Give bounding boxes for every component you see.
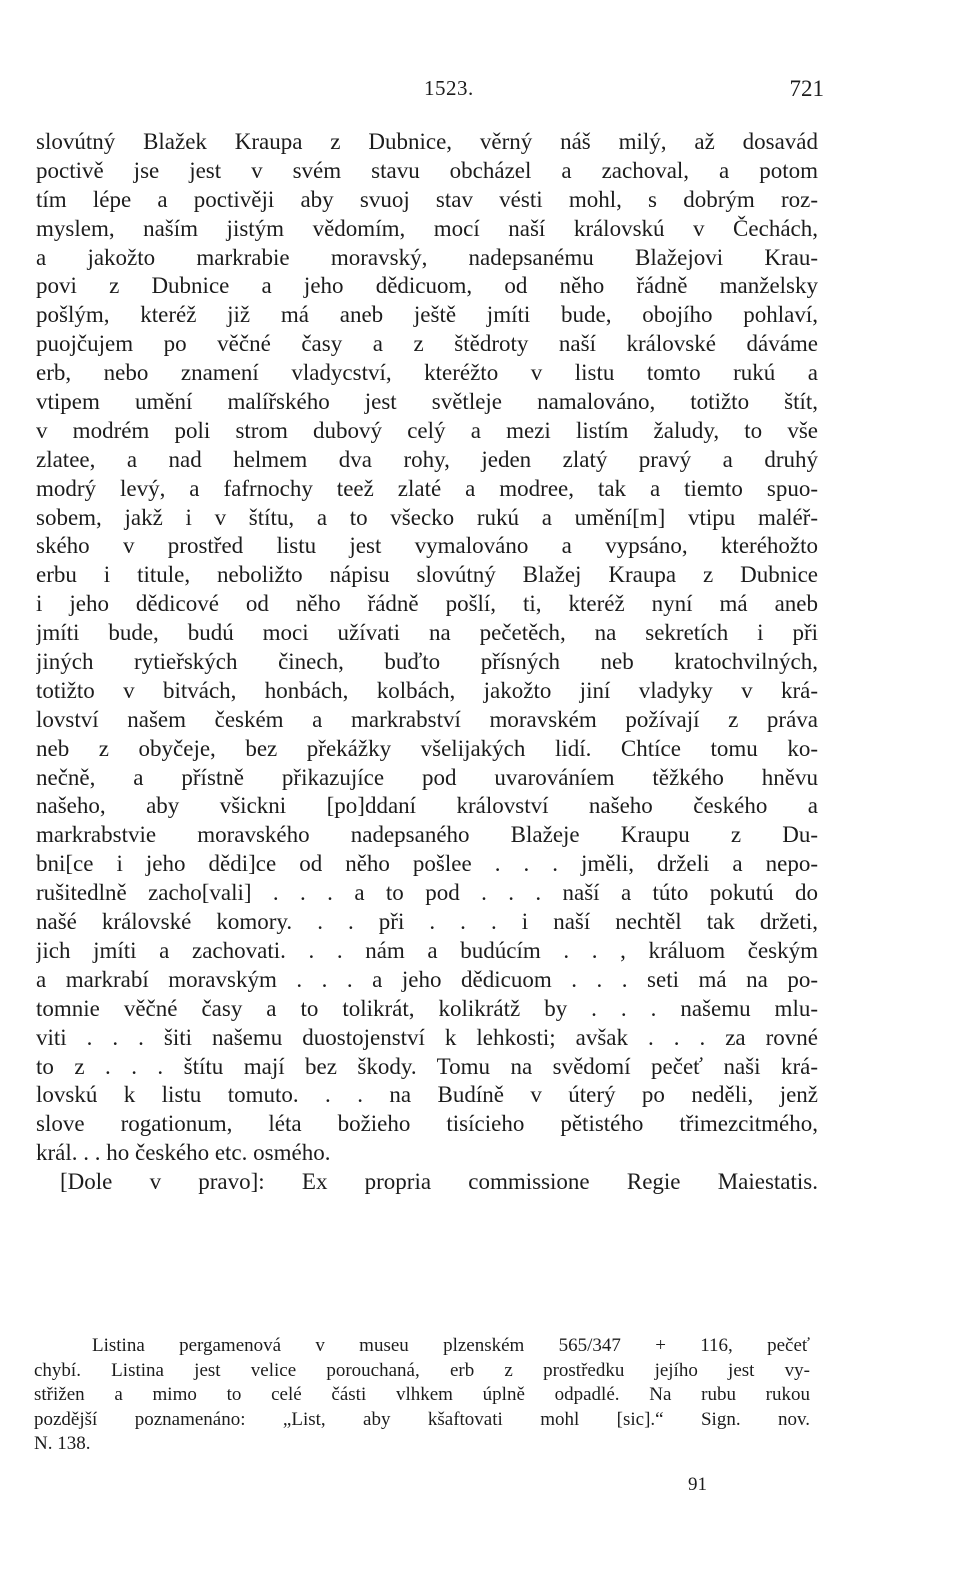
body-line: poctivě jse jest v svém stavu obcházel a zachoval, a potom <box>36 157 818 183</box>
body-line: ského v prostřed listu jest vymalováno a vypsáno, kteréhožto <box>36 533 818 559</box>
body-line: vtipem umění malířského jest světleje namalováno, totižto štít, <box>36 389 818 415</box>
body-line: a jakožto markrabie moravský, nadepsanému Blažejovi Krau- <box>36 244 818 270</box>
body-line: jich jmíti a zachovati. . . nám a budúcím . . , králuom českým <box>36 937 818 963</box>
body-line: i jeho dědicové od něho řádně pošlí, ti, kteréž nyní má aneb <box>36 591 818 617</box>
body-line: tomnie věčné časy a to tolikrát, kolikrátž by . . . našemu mlu- <box>36 995 818 1021</box>
body-line: bni[ce i jeho dědi]ce od něho pošlee . . . jměli, drželi a nepo- <box>36 851 818 877</box>
body-line: zlatee, a nad helmem dva rohy, jeden zlatý pravý a druhý <box>36 446 818 472</box>
body-line: lovství našem českém a markrabství moravském požívají z práva <box>36 706 818 732</box>
note-line: Listina pergamenová v museu plzenském 565/347 + 116, pečeť <box>92 1335 810 1356</box>
body-line: slovútný Blažek Kraupa z Dubnice, věrný náš milý, až dosavád <box>36 129 818 154</box>
body-line: král. . . ho českého etc. osmého. <box>36 1140 331 1166</box>
body-line: tím lépe a poctivěji aby svuoj stav vésti mohl, s dobrým roz- <box>36 186 818 212</box>
note-line: N. 138. <box>34 1433 91 1454</box>
body-line: myslem, naším jistým vědomím, mocí naší královskú v Čechách, <box>36 215 818 241</box>
document-body <box>36 128 818 1197</box>
body-line: erb, nebo znamení vladycství, kteréžto v listu tomto rukú a <box>36 360 818 386</box>
running-head <box>0 70 960 110</box>
note-line: pozdější poznamenáno: „List, aby kšaftovati mohl [sic].“ Sign. nov. <box>34 1408 810 1430</box>
body-line: markrabstvie moravského nadepsaného Blažeje Kraupu z Du- <box>36 822 818 848</box>
body-line: viti . . . šiti našemu duostojenství k lehkosti; avšak . . . za rovné <box>36 1024 818 1050</box>
note-line: chybí. Listina jest velice porouchaná, erb z prostředku jejího jest vy- <box>34 1359 810 1381</box>
body-line: puojčujem po věčné časy a z štědroty naší královské dáváme <box>36 331 818 357</box>
note-line: střižen a mimo to celé části vlhkem úplně odpadlé. Na rubu rukou <box>34 1384 810 1405</box>
body-line: slove rogationum, léta božieho tisícieho pětistého třimezcitmého, <box>36 1111 818 1137</box>
body-line: sobem, jakž i v štítu, a to všecko rukú a umění[m] vtipu maléř- <box>36 504 818 530</box>
body-line: lovskú k listu tomuto. . . na Budíně v úterý po neděli, jenž <box>36 1082 818 1108</box>
body-line: pošlým, kteréž již má aneb ještě jmíti bude, obojího pohlaví, <box>36 302 818 328</box>
body-line: nečně, a přístně přikazujíce pod uvarováníem těžkého hněvu <box>36 764 818 790</box>
body-line: totižto v bitvách, honbách, kolbách, jakožto jiní vladyky v krá- <box>36 677 818 703</box>
body-line: neb z obyčeje, bez překážky všelijakých lidí. Chtíce tomu ko- <box>36 735 818 761</box>
printer-signature-mark: 91 <box>688 1474 707 1495</box>
body-line: našeho, aby všickni [po]ddaní království našeho českého a <box>36 793 818 819</box>
body-line: a markrabí moravským . . . a jeho dědicuom . . . seti má na po- <box>36 966 818 992</box>
endorsement-line: [Dole v pravo]: Ex propria commissione Regie Maiestatis. <box>60 1169 818 1195</box>
header-year: 1523. <box>424 76 474 100</box>
body-line: jiných rytieřských činech, buďto přísných neb kratochvilných, <box>36 649 818 675</box>
body-line: jmíti bude, budú moci užívati na pečetěch, na sekretích i při <box>36 620 818 646</box>
body-line: modrý levý, a fafrnochy teež zlaté a modree, tak a tiemto spuo- <box>36 475 818 501</box>
editorial-note <box>34 1334 810 1457</box>
body-line: v modrém poli strom dubový celý a mezi listím žaludy, to vše <box>36 417 818 443</box>
body-line: našé královské komory. . . při . . . i naší nechtěl tak držeti, <box>36 909 818 935</box>
page-number: 721 <box>789 76 824 101</box>
body-line: rušitedlně zacho[vali] . . . a to pod . . . naší a túto pokutú do <box>36 880 818 906</box>
body-line: to z . . . štítu mají bez škody. Tomu na svědomí pečeť naši krá- <box>36 1053 818 1079</box>
body-line: erbu i titule, neboližto nápisu slovútný Blažej Kraupa z Dubnice <box>36 562 818 588</box>
body-line: povi z Dubnice a jeho dědicuom, od něho řádně manželsky <box>36 273 818 299</box>
